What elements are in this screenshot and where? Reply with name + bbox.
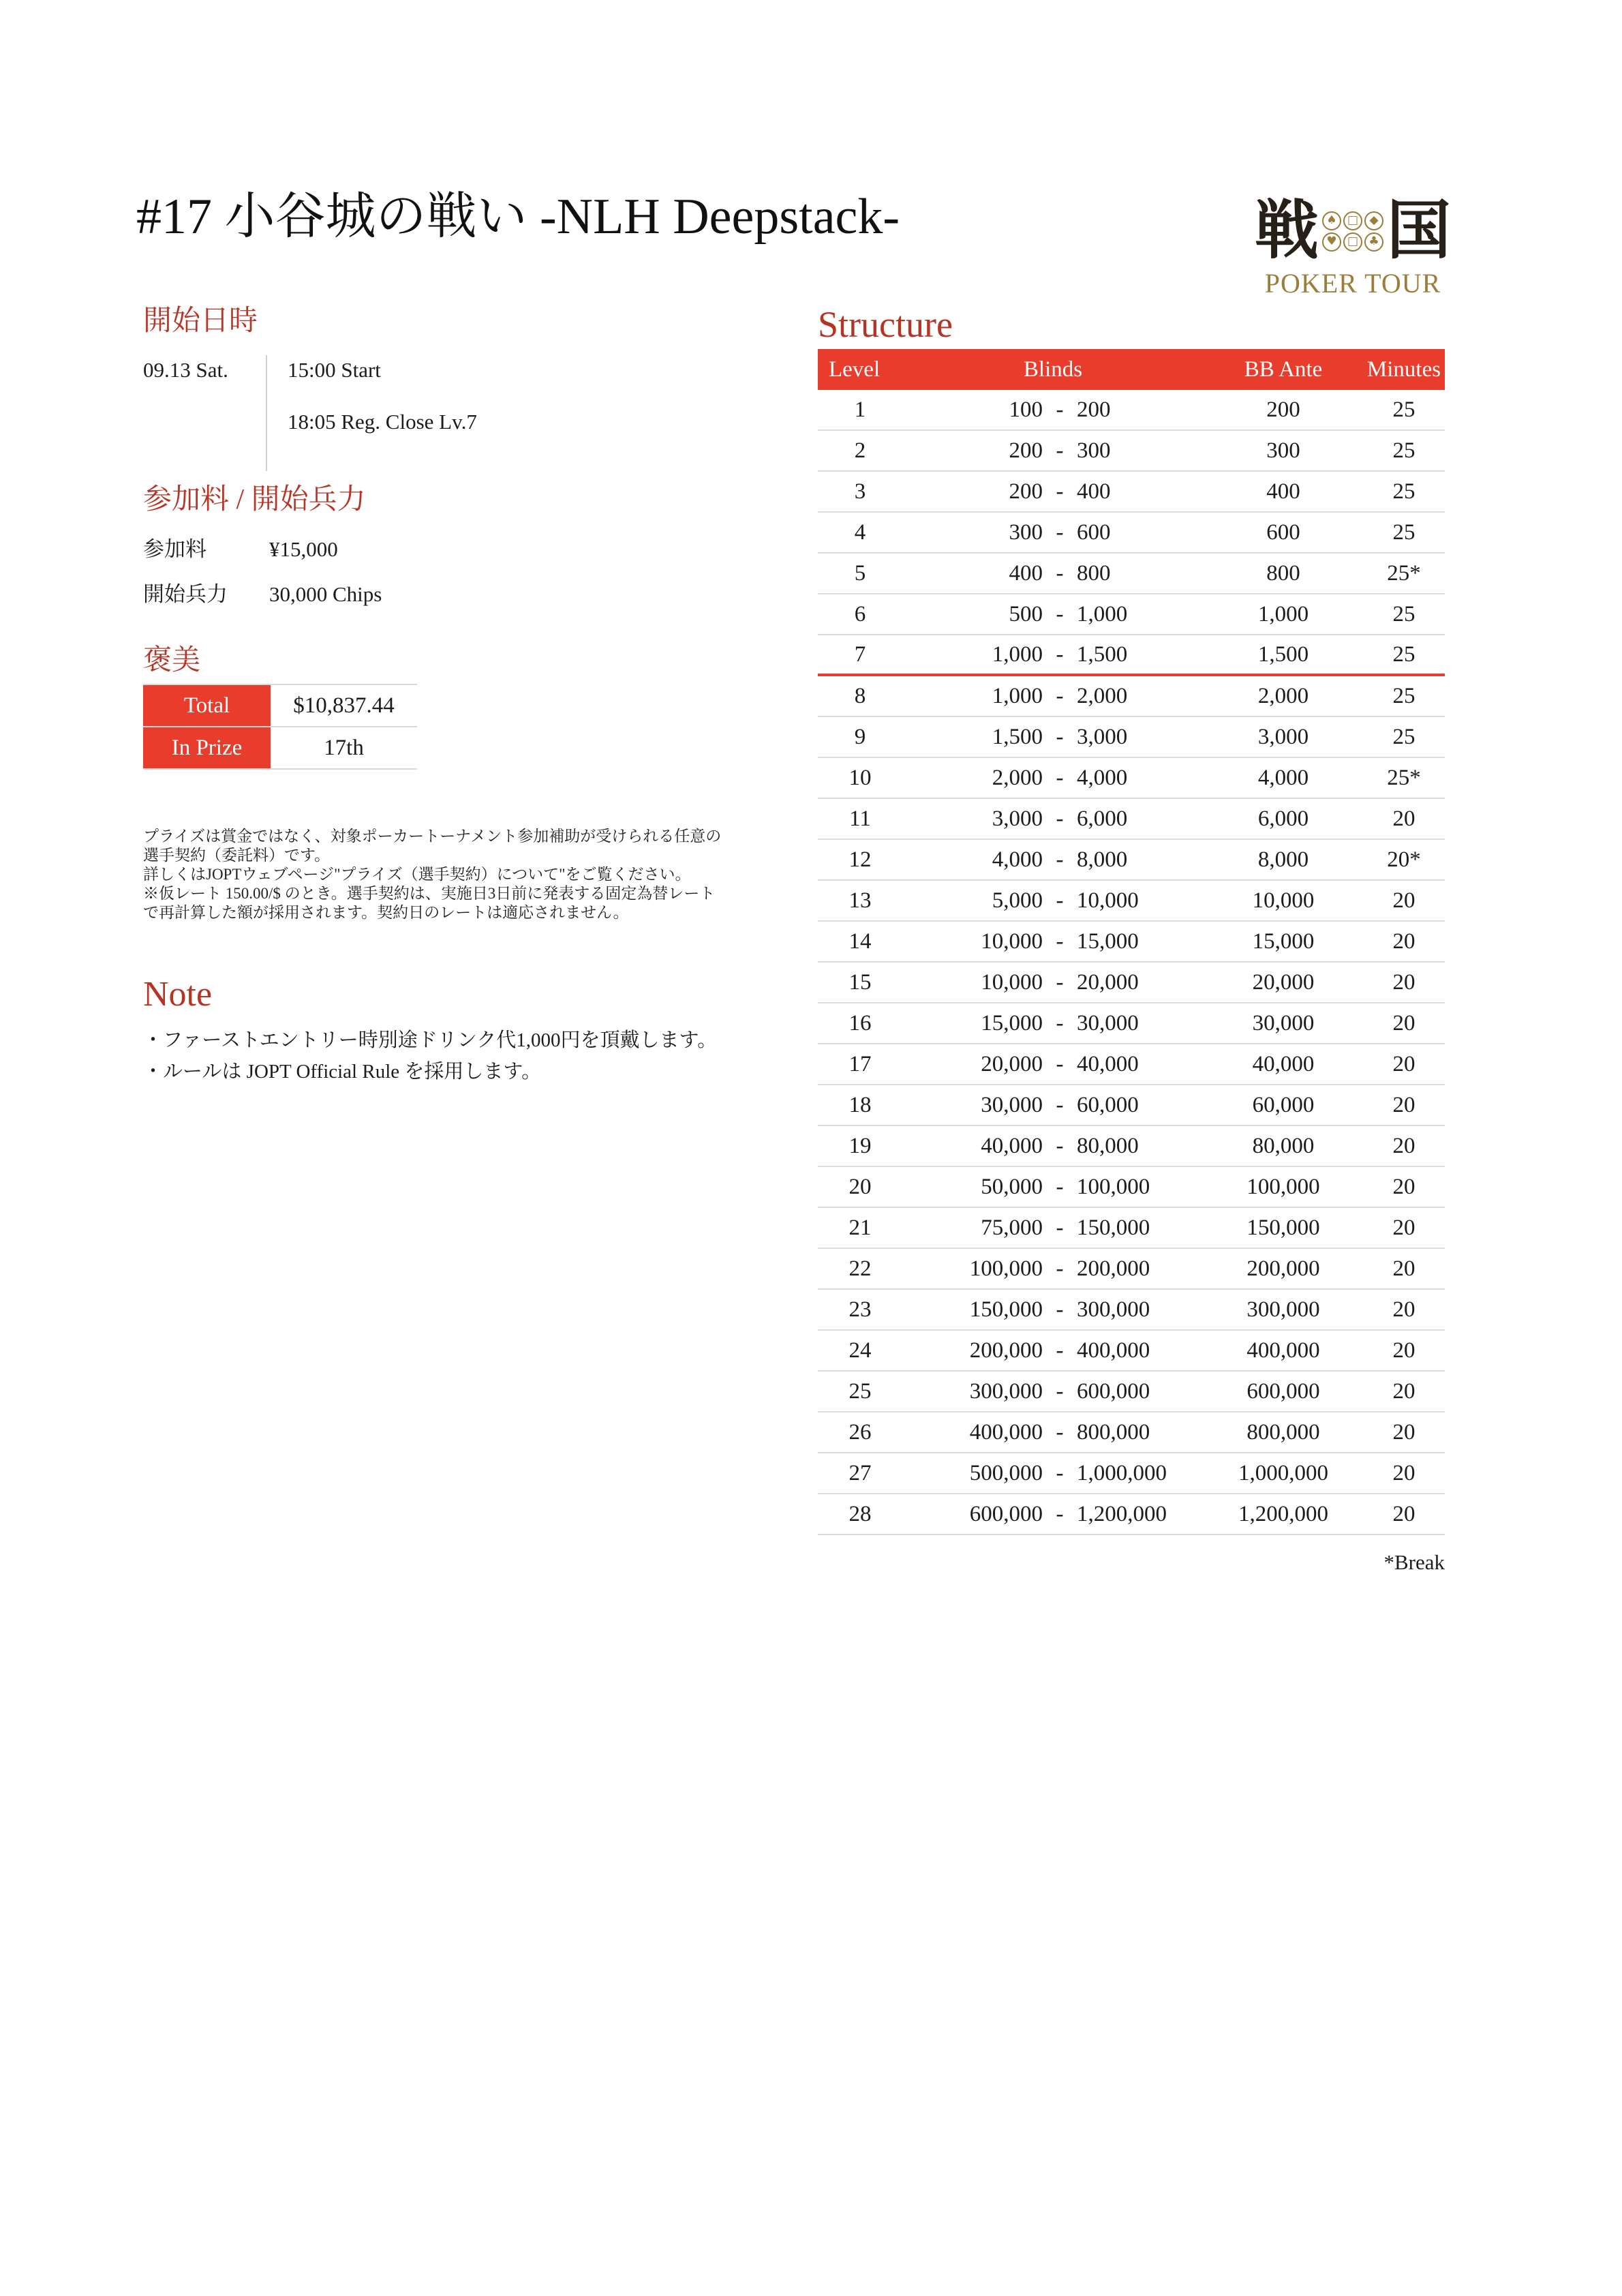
structure-row [818, 635, 1445, 676]
big-blind: 10,000 [1077, 888, 1139, 913]
cell-minutes: 20 [1392, 1051, 1416, 1076]
big-blind: 400 [1077, 479, 1111, 504]
page-title: #17 小谷城の戦い -NLH Deepstack- [136, 189, 900, 245]
blinds-dash: - [1056, 1338, 1064, 1363]
small-blind: 100,000 [969, 1256, 1043, 1281]
entry-rows [143, 537, 791, 607]
prize-total-row [143, 685, 417, 727]
blinds-dash: - [1056, 519, 1064, 545]
starting-stack-label: 開始兵力 [143, 582, 228, 606]
cell-minutes: 20 [1392, 1378, 1416, 1404]
small-blind: 1,500 [992, 724, 1043, 749]
cell-level: 3 [854, 479, 866, 504]
prize-disclaimer [143, 827, 791, 922]
prize-total-value: $10,837.44 [293, 693, 395, 718]
cell-minutes: 25 [1392, 641, 1416, 667]
blinds-dash: - [1056, 888, 1064, 913]
blinds-dash: - [1056, 683, 1064, 708]
cell-level: 19 [848, 1133, 872, 1158]
blinds-dash: - [1056, 806, 1064, 831]
cell-blinds [902, 1297, 1204, 1323]
blinds-dash: - [1056, 438, 1064, 463]
cell-bb-ante: 600 [1266, 519, 1300, 545]
cell-blinds [902, 397, 1204, 423]
cell-level: 9 [854, 724, 866, 749]
note-item: ・ファーストエントリー時別途ドリンク代1,000円を頂戴します。 [143, 1029, 718, 1051]
big-blind: 4,000 [1077, 765, 1128, 790]
big-blind: 8,000 [1077, 847, 1128, 872]
cell-blinds [902, 684, 1204, 709]
cell-blinds [902, 1052, 1204, 1077]
structure-row [818, 1085, 1445, 1126]
prize-inprize-value: 17th [324, 735, 364, 760]
blinds-dash: - [1056, 1378, 1064, 1404]
big-blind: 300 [1077, 438, 1111, 463]
small-blind: 300 [1009, 519, 1043, 545]
cell-blinds [902, 438, 1204, 464]
cell-minutes: 25* [1387, 560, 1421, 586]
big-blind: 200 [1077, 397, 1111, 422]
cell-bb-ante: 800 [1266, 560, 1300, 586]
big-blind: 800 [1077, 560, 1111, 586]
cell-level: 26 [848, 1419, 872, 1445]
small-blind: 1,000 [992, 641, 1043, 667]
entry-fee-row [143, 537, 791, 562]
entry-fee-value: ¥15,000 [269, 537, 338, 561]
cell-minutes: 20 [1392, 1256, 1416, 1281]
blinds-dash: - [1056, 1051, 1064, 1076]
big-blind: 600,000 [1077, 1378, 1150, 1404]
disclaimer-line: プライズは賞金ではなく、対象ポーカートーナメント参加補助が受けられる任意の [143, 828, 722, 845]
info-column [143, 303, 791, 1087]
cell-minutes: 20 [1392, 1338, 1416, 1363]
blinds-dash: - [1056, 765, 1064, 790]
cell-level: 2 [854, 438, 866, 463]
cell-minutes: 20 [1392, 1297, 1416, 1322]
prize-table [143, 684, 417, 770]
structure-row [818, 1413, 1445, 1453]
small-blind: 1,000 [992, 683, 1043, 708]
structure-table-body [818, 390, 1445, 1535]
structure-row [818, 390, 1445, 431]
structure-row [818, 963, 1445, 1003]
structure-row [818, 758, 1445, 799]
cell-level: 28 [848, 1501, 872, 1526]
entry-fee-label: 参加料 [143, 537, 206, 561]
cell-level: 20 [848, 1174, 872, 1199]
cell-minutes: 20 [1392, 1133, 1416, 1158]
cell-minutes: 25 [1392, 479, 1416, 504]
cell-bb-ante: 400 [1266, 479, 1300, 504]
blinds-dash: - [1056, 1010, 1064, 1036]
small-blind: 50,000 [981, 1174, 1043, 1199]
big-blind: 600 [1077, 519, 1111, 545]
cell-bb-ante: 60,000 [1252, 1092, 1315, 1117]
starting-stack-value: 30,000 Chips [269, 582, 382, 606]
blinds-dash: - [1056, 1215, 1064, 1240]
cell-level: 27 [848, 1460, 872, 1485]
small-blind: 400 [1009, 560, 1043, 586]
header-blinds: Blinds [1023, 357, 1083, 382]
cell-blinds [902, 1175, 1204, 1200]
cell-blinds [902, 1134, 1204, 1159]
small-blind: 3,000 [992, 806, 1043, 831]
structure-table-header [818, 349, 1445, 390]
cell-minutes: 25 [1392, 397, 1416, 422]
blinds-dash: - [1056, 1297, 1064, 1322]
cell-bb-ante: 100,000 [1246, 1174, 1320, 1199]
cell-blinds [902, 561, 1204, 586]
cell-bb-ante: 6,000 [1257, 806, 1309, 831]
small-blind: 10,000 [981, 928, 1043, 954]
cell-level: 6 [854, 601, 866, 626]
cell-blinds [902, 1011, 1204, 1036]
structure-row [818, 1044, 1445, 1085]
structure-row [818, 922, 1445, 963]
starting-stack-row [143, 581, 791, 607]
suit-coin-icon: □ [1343, 232, 1362, 252]
schedule-regclose-time: 18:05 Reg. Close Lv.7 [288, 410, 477, 434]
small-blind: 5,000 [992, 888, 1043, 913]
structure-row [818, 799, 1445, 840]
cell-bb-ante: 1,200,000 [1238, 1501, 1328, 1526]
big-blind: 800,000 [1077, 1419, 1150, 1445]
disclaimer-line: 詳しくはJOPTウェブページ"プライズ（選手契約）について"をご覧ください。 [143, 866, 691, 883]
cell-level: 5 [854, 560, 866, 586]
cell-bb-ante: 150,000 [1246, 1215, 1320, 1240]
cell-bb-ante: 10,000 [1252, 888, 1315, 913]
cell-minutes: 20* [1387, 847, 1421, 872]
cell-blinds [902, 1461, 1204, 1486]
cell-blinds [902, 970, 1204, 995]
structure-row [818, 1208, 1445, 1249]
note-heading: Note [143, 975, 213, 1014]
cell-blinds [902, 1215, 1204, 1241]
blinds-dash: - [1056, 1460, 1064, 1485]
cell-minutes: 25 [1392, 724, 1416, 749]
structure-heading: Structure [818, 304, 953, 345]
small-blind: 10,000 [981, 969, 1043, 995]
small-blind: 75,000 [981, 1215, 1043, 1240]
cell-level: 10 [848, 765, 872, 790]
big-blind: 1,000 [1077, 601, 1128, 626]
cell-blinds [902, 479, 1204, 504]
cell-level: 24 [848, 1338, 872, 1363]
cell-bb-ante: 20,000 [1252, 969, 1315, 995]
blinds-dash: - [1056, 641, 1064, 667]
cell-level: 15 [848, 969, 872, 995]
big-blind: 3,000 [1077, 724, 1128, 749]
blinds-dash: - [1056, 1256, 1064, 1281]
big-blind: 6,000 [1077, 806, 1128, 831]
cell-blinds [902, 766, 1204, 791]
structure-row [818, 472, 1445, 513]
cell-blinds [902, 1093, 1204, 1118]
cell-bb-ante: 80,000 [1252, 1133, 1315, 1158]
cell-level: 16 [848, 1010, 872, 1036]
cell-minutes: 20 [1392, 1460, 1416, 1485]
big-blind: 40,000 [1077, 1051, 1139, 1076]
structure-row [818, 513, 1445, 554]
cell-level: 8 [854, 683, 866, 708]
cell-level: 14 [848, 928, 872, 954]
header-bb-ante: BB Ante [1244, 357, 1323, 382]
note-item: ・ルールは JOPT Official Rule を採用します。 [143, 1061, 542, 1083]
cell-blinds [902, 642, 1204, 667]
header-level: Level [829, 357, 881, 382]
cell-bb-ante: 15,000 [1252, 928, 1315, 954]
note-section [143, 977, 791, 1087]
cell-minutes: 25 [1392, 438, 1416, 463]
big-blind: 400,000 [1077, 1338, 1150, 1363]
cell-level: 25 [848, 1378, 872, 1404]
cell-blinds [902, 520, 1204, 545]
structure-row [818, 676, 1445, 717]
cell-blinds [902, 1420, 1204, 1445]
suit-coin-icon: ◆ [1364, 211, 1383, 230]
cell-bb-ante: 200 [1266, 397, 1300, 422]
cell-minutes: 20 [1392, 1501, 1416, 1526]
logo-coin-grid [1322, 211, 1383, 252]
schedule-date: 09.13 Sat. [143, 358, 228, 382]
cell-blinds [902, 602, 1204, 627]
big-blind: 2,000 [1077, 683, 1128, 708]
structure-row [818, 1126, 1445, 1167]
cell-bb-ante: 300,000 [1246, 1297, 1320, 1322]
cell-bb-ante: 40,000 [1252, 1051, 1315, 1076]
prize-inprize-label: In Prize [143, 727, 271, 768]
schedule-start-time: 15:00 Start [288, 358, 381, 382]
blinds-dash: - [1056, 560, 1064, 586]
cell-blinds [902, 1379, 1204, 1404]
disclaimer-line: で再計算した額が採用されます。契約日のレートは適応されません。 [143, 904, 629, 921]
cell-minutes: 20 [1392, 1215, 1416, 1240]
cell-blinds [902, 1338, 1204, 1363]
small-blind: 150,000 [969, 1297, 1043, 1322]
prize-inprize-row [143, 727, 417, 770]
logo-kanji-sen: 戦 [1254, 196, 1319, 267]
entry-heading: 参加料 / 開始兵力 [143, 484, 366, 515]
poker-tour-logo [1254, 196, 1452, 299]
blinds-dash: - [1056, 1133, 1064, 1158]
structure-row [818, 594, 1445, 635]
cell-level: 4 [854, 519, 866, 545]
cell-blinds [902, 725, 1204, 750]
cell-level: 18 [848, 1092, 872, 1117]
suit-coin-icon: □ [1343, 211, 1362, 230]
structure-row [818, 1494, 1445, 1535]
blinds-dash: - [1056, 601, 1064, 626]
logo-wordmark: POKER TOUR [1264, 268, 1441, 299]
cell-bb-ante: 200,000 [1246, 1256, 1320, 1281]
small-blind: 600,000 [969, 1501, 1043, 1526]
cell-blinds [902, 1502, 1204, 1527]
cell-minutes: 20 [1392, 1092, 1416, 1117]
cell-level: 11 [849, 806, 871, 831]
small-blind: 300,000 [969, 1378, 1043, 1404]
note-items [143, 1025, 791, 1087]
cell-bb-ante: 3,000 [1257, 724, 1309, 749]
big-blind: 150,000 [1077, 1215, 1150, 1240]
blinds-dash: - [1056, 1092, 1064, 1117]
blinds-dash: - [1056, 1501, 1064, 1526]
structure-row [818, 1167, 1445, 1208]
structure-row [818, 554, 1445, 594]
blinds-dash: - [1056, 1419, 1064, 1445]
cell-minutes: 20 [1392, 1419, 1416, 1445]
disclaimer-line: ※仮レート 150.00/$ のとき。選手契約は、実施日3日前に発表する固定為替レート [143, 885, 716, 902]
small-blind: 4,000 [992, 847, 1043, 872]
header-minutes: Minutes [1366, 357, 1441, 382]
schedule-times [266, 355, 477, 471]
disclaimer-line: 選手契約（委託料）です。 [143, 847, 331, 864]
cell-level: 21 [848, 1215, 872, 1240]
logo-kanji-goku: 国 [1387, 196, 1452, 267]
structure-row [818, 881, 1445, 922]
small-blind: 200,000 [969, 1338, 1043, 1363]
big-blind: 60,000 [1077, 1092, 1139, 1117]
blinds-dash: - [1056, 847, 1064, 872]
cell-minutes: 20 [1392, 969, 1416, 995]
cell-bb-ante: 4,000 [1257, 765, 1309, 790]
blinds-dash: - [1056, 724, 1064, 749]
cell-bb-ante: 30,000 [1252, 1010, 1315, 1036]
prize-total-label: Total [143, 685, 271, 726]
structure-section [818, 305, 1445, 1575]
cell-level: 12 [848, 847, 872, 872]
blinds-dash: - [1056, 397, 1064, 422]
prize-heading: 褒美 [143, 645, 201, 676]
cell-bb-ante: 400,000 [1246, 1338, 1320, 1363]
suit-coin-icon: ♣ [1364, 232, 1383, 252]
big-blind: 100,000 [1077, 1174, 1150, 1199]
cell-minutes: 25* [1387, 765, 1421, 790]
structure-row [818, 717, 1445, 758]
cell-bb-ante: 1,000 [1257, 601, 1309, 626]
cell-bb-ante: 8,000 [1257, 847, 1309, 872]
structure-row [818, 1003, 1445, 1044]
prize-section [143, 643, 791, 922]
cell-blinds [902, 929, 1204, 954]
structure-table [818, 349, 1445, 1535]
break-footnote: *Break [1383, 1550, 1445, 1574]
cell-bb-ante: 2,000 [1257, 683, 1309, 708]
cell-level: 23 [848, 1297, 872, 1322]
small-blind: 2,000 [992, 765, 1043, 790]
cell-blinds [902, 888, 1204, 913]
big-blind: 1,500 [1077, 641, 1128, 667]
cell-bb-ante: 1,000,000 [1238, 1460, 1328, 1485]
cell-minutes: 20 [1392, 806, 1416, 831]
cell-minutes: 20 [1392, 888, 1416, 913]
blinds-dash: - [1056, 479, 1064, 504]
cell-level: 1 [854, 397, 866, 422]
big-blind: 1,200,000 [1077, 1501, 1167, 1526]
structure-row [818, 1453, 1445, 1494]
cell-bb-ante: 1,500 [1257, 641, 1309, 667]
cell-level: 17 [848, 1051, 872, 1076]
logo-emblem [1254, 196, 1452, 267]
cell-level: 13 [848, 888, 872, 913]
structure-row [818, 1372, 1445, 1413]
cell-blinds [902, 806, 1204, 832]
structure-row [818, 1331, 1445, 1372]
structure-row [818, 840, 1445, 881]
cell-level: 7 [854, 641, 866, 667]
entry-section [143, 482, 791, 607]
cell-minutes: 25 [1392, 519, 1416, 545]
big-blind: 15,000 [1077, 928, 1139, 954]
structure-row [818, 1249, 1445, 1290]
cell-blinds [902, 1256, 1204, 1282]
small-blind: 400,000 [969, 1419, 1043, 1445]
small-blind: 200 [1009, 479, 1043, 504]
small-blind: 100 [1009, 397, 1043, 422]
small-blind: 500,000 [969, 1460, 1043, 1485]
suit-coin-icon: ♠ [1322, 211, 1341, 230]
schedule-heading: 開始日時 [143, 305, 258, 337]
big-blind: 20,000 [1077, 969, 1139, 995]
small-blind: 30,000 [981, 1092, 1043, 1117]
big-blind: 1,000,000 [1077, 1460, 1167, 1485]
small-blind: 200 [1009, 438, 1043, 463]
big-blind: 200,000 [1077, 1256, 1150, 1281]
cell-level: 22 [848, 1256, 872, 1281]
cell-bb-ante: 600,000 [1246, 1378, 1320, 1404]
big-blind: 30,000 [1077, 1010, 1139, 1036]
structure-row [818, 1290, 1445, 1331]
cell-blinds [902, 847, 1204, 873]
small-blind: 20,000 [981, 1051, 1043, 1076]
cell-minutes: 25 [1392, 601, 1416, 626]
small-blind: 500 [1009, 601, 1043, 626]
blinds-dash: - [1056, 928, 1064, 954]
blinds-dash: - [1056, 969, 1064, 995]
cell-minutes: 20 [1392, 1010, 1416, 1036]
big-blind: 300,000 [1077, 1297, 1150, 1322]
cell-minutes: 20 [1392, 928, 1416, 954]
cell-minutes: 20 [1392, 1174, 1416, 1199]
blinds-dash: - [1056, 1174, 1064, 1199]
small-blind: 40,000 [981, 1133, 1043, 1158]
big-blind: 80,000 [1077, 1133, 1139, 1158]
cell-bb-ante: 800,000 [1246, 1419, 1320, 1445]
cell-bb-ante: 300 [1266, 438, 1300, 463]
schedule-block [143, 355, 791, 471]
structure-row [818, 431, 1445, 472]
cell-minutes: 25 [1392, 683, 1416, 708]
suit-coin-icon: ♥ [1322, 232, 1341, 252]
small-blind: 15,000 [981, 1010, 1043, 1036]
